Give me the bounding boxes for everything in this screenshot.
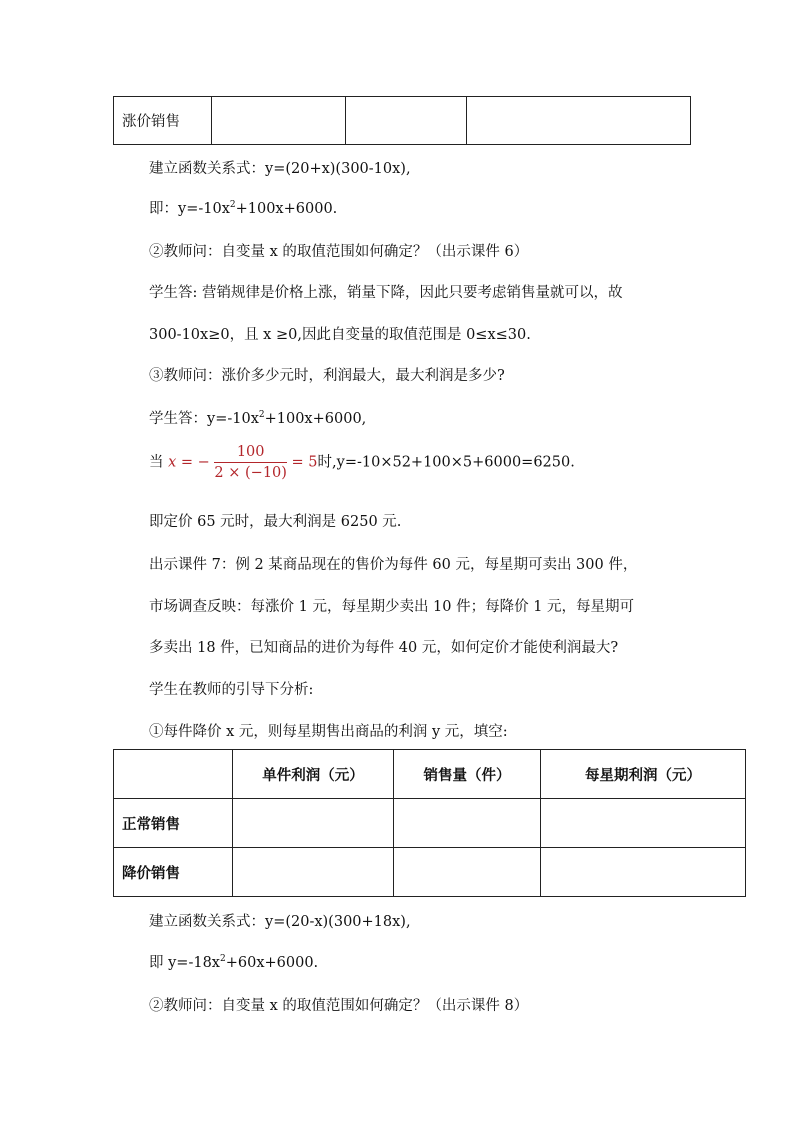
table-cell <box>541 799 746 848</box>
superscript: 2 <box>258 410 265 420</box>
table-header-cell: 销售量（件） <box>394 750 541 799</box>
table-cell <box>394 848 541 897</box>
table-header-cell: 单件利润（元） <box>233 750 394 799</box>
text-line: ②教师问：自变量 x 的取值范围如何确定？（出示课件 8） <box>149 998 529 1014</box>
table-cell <box>394 799 541 848</box>
row-label: 降价销售 <box>114 848 233 897</box>
table-row <box>114 799 746 848</box>
text-line: ②教师问：自变量 x 的取值范围如何确定？（出示课件 6） <box>149 244 529 260</box>
table-header-row <box>114 750 746 799</box>
text-span: +60x+6000. <box>225 955 319 971</box>
text-span: +100x+6000. <box>235 201 338 217</box>
fraction <box>214 444 287 481</box>
table-header-cell: 每星期利润（元） <box>541 750 746 799</box>
text-line: 多卖出 18 件，已知商品的进价为每件 40 元，如何定价才能使利润最大? <box>149 640 619 656</box>
table-cell <box>467 97 691 145</box>
table-row <box>114 97 691 145</box>
table-cell <box>233 799 394 848</box>
text-line: 出示课件 7：例 2 某商品现在的售价为每件 60 元，每星期可卖出 300 件， <box>149 557 638 573</box>
formula-rhs: = 5 <box>291 454 318 471</box>
superscript: 2 <box>219 954 226 964</box>
price-reduction-table <box>113 749 746 897</box>
text-line <box>149 953 318 973</box>
text-line: 建立函数关系式：y=(20-x)(300+18x), <box>149 914 411 930</box>
row-label: 正常销售 <box>114 799 233 848</box>
text-line: 建立函数关系式：y=(20+x)(300-10x), <box>149 161 411 177</box>
table-cell <box>212 97 346 145</box>
text-line: 即定价 65 元时，最大利润是 6250 元. <box>149 514 402 530</box>
text-span: 学生答：y=-10x <box>149 411 259 427</box>
fraction-numerator: 100 <box>214 444 287 463</box>
text-line: 市场调查反映：每涨价 1 元，每星期少卖出 10 件；每降价 1 元，每星期可 <box>149 599 635 615</box>
text-line <box>149 199 337 219</box>
text-line <box>149 409 366 429</box>
superscript: 2 <box>229 200 236 210</box>
text-span: +100x+6000, <box>264 411 367 427</box>
text-span: 当 <box>149 454 164 471</box>
text-line: ①每件降价 x 元，则每星期售出商品的利润 y 元，填空: <box>149 724 508 740</box>
table-row <box>114 848 746 897</box>
formula-lhs: x = − <box>168 454 210 471</box>
table-cell <box>233 848 394 897</box>
text-line: 300-10x≥0，且 x ≥0,因此自变量的取值范围是 0≤x≤30. <box>149 327 531 343</box>
text-span: 即：y=-10x <box>149 201 230 217</box>
price-increase-table <box>113 96 691 145</box>
table-cell <box>346 97 467 145</box>
vertex-formula <box>149 444 575 490</box>
text-span: 时,y=-10×52+100×5+6000=6250. <box>317 454 575 471</box>
text-line: ③教师问：涨价多少元时，利润最大，最大利润是多少? <box>149 368 505 384</box>
fraction-denominator: 2 × (−10) <box>214 465 287 481</box>
text-line: 学生在教师的引导下分析: <box>149 682 314 698</box>
text-line: 学生答: 营销规律是价格上涨，销量下降，因此只要考虑销售量就可以，故 <box>149 285 623 301</box>
table-cell <box>541 848 746 897</box>
text-span: 即 y=-18x <box>149 955 220 971</box>
row-label: 涨价销售 <box>114 97 212 145</box>
table-header-cell <box>114 750 233 799</box>
